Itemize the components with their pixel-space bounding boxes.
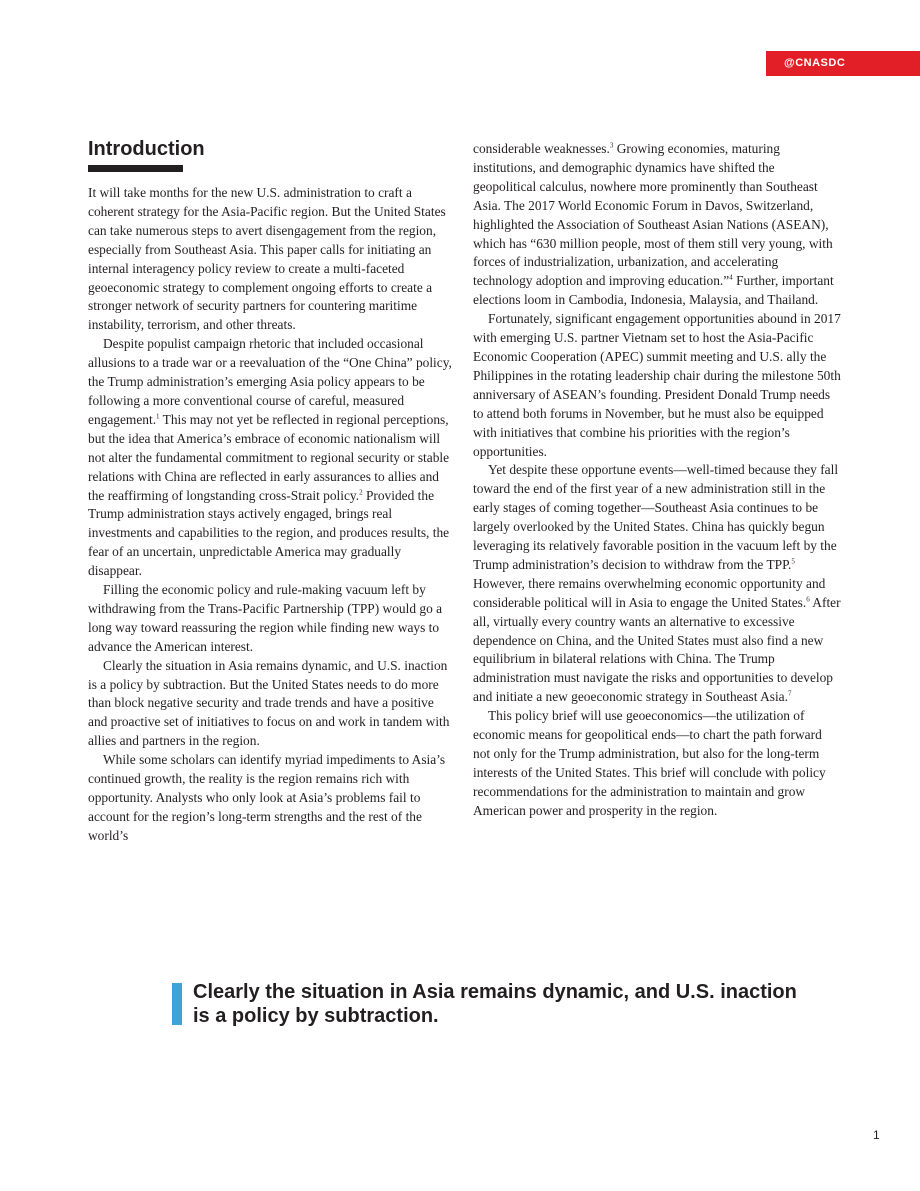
- text: Despite populist campaign rhetoric that included occasional allusions to a trade war or a reevaluation of the “One China” policy, the Trump administration’s emerging Asia policy appears to be following a more conventional course of careful, measured engagement.: [88, 336, 452, 427]
- paragraph: This policy brief will use geoeconomics—the utilization of economic means for geopolitical ends—to chart the path forward not only for the Trump administration, but also for the long-term interests of the United States. This brief will conclude with policy recommendations for the administration to maintain and grow American power and prosperity in the region.: [473, 708, 826, 818]
- pull-quote-bar: [172, 983, 182, 1025]
- text: After all, virtually every country wants an alternative to excessive dependence on China, and the United States must also find a new equilibrium in bilateral relations with China. The Trump administration must navigate the risks and opportunities to develop and initiate a new geoeconomic strategy in Southeast Asia.: [473, 594, 841, 705]
- footnote-ref[interactable]: 4: [729, 273, 733, 282]
- paragraph: It will take months for the new U.S. administration to craft a coherent strategy for the Asia-Pacific region. But the United States can take numerous steps to avert disengagement from the region, especially from Southeast Asia. This paper calls for initiating an internal interagency policy review to create a multi-faceted geoeconomic strategy to complement ongoing efforts to create a stronger network of security partners for countering maritime instability, terrorism, and other threats.: [88, 185, 446, 333]
- footnote-ref[interactable]: 2: [359, 488, 363, 497]
- text: Provided the Trump administration stays actively engaged, brings real investments and capabilities to the region, and produces results, the fear of an uncertain, unpredictable America may gradually disappear.: [88, 487, 450, 579]
- text: However, there remains overwhelming economic opportunity and considerable political will in Asia to engage the United States.: [473, 575, 826, 610]
- paragraph: Clearly the situation in Asia remains dynamic, and U.S. inaction is a policy by subtraction. But the United States needs to do more than block negative security and trade trends and have a positive and proactive set of initiatives to focus on and work in tandem with allies and partners in the region.: [88, 657, 450, 749]
- footnote-ref[interactable]: 3: [609, 141, 614, 150]
- footnote-ref[interactable]: 1: [156, 412, 160, 421]
- paragraph: [473, 461, 841, 707]
- right-column: [473, 140, 841, 821]
- text: Further, important elections loom in Cambodia, Indonesia, Malaysia, and Thailand.: [473, 273, 834, 308]
- text: Growing economies, maturing institutions, and demographic dynamics have shifted the geopolitical calculus, nowhere more prominently than Southeast Asia. The 2017 World Economic Forum in Davos, Switzerland, highlighted the Association of Southeast Asian Nations (ASEAN), which has “630 million people, most of them still very young, with forces of industrialization, urbanization, and accelerating technology adoption and improving education.”: [473, 141, 833, 289]
- left-column: [88, 139, 456, 846]
- paragraph: While some scholars can identify myriad impediments to Asia’s continued growth, the reality is the region remains rich with opportunity. Analysts who only look at Asia’s problems fail to account for the region’s long-term strengths and the rest of the world’s: [88, 752, 446, 843]
- pull-quote: [172, 980, 812, 1028]
- footnote-ref[interactable]: 6: [806, 595, 810, 604]
- paragraph: Filling the economic policy and rule-making vacuum left by withdrawing from the Trans-Pacific Partnership (TPP) would go a long way toward reassuring the region while finding new ways to advance the American interest.: [88, 582, 443, 654]
- paragraph: [473, 140, 841, 310]
- text: considerable weaknesses.: [473, 141, 610, 156]
- social-handle-tag: @CNASDC: [766, 51, 920, 76]
- footnote-ref[interactable]: 5: [791, 557, 795, 566]
- text: This may not yet be reflected in regional perceptions, but the idea that America’s embrace of economic nationalism will not alter the fundamental commitment to regional security or stable relations with China are reflected in early assurances to allies and the reaffirming of longstanding cross-Strait policy.: [88, 411, 450, 503]
- footnote-ref[interactable]: 7: [787, 689, 792, 698]
- paragraph: [88, 335, 456, 581]
- paragraph: Fortunately, significant engagement opportunities abound in 2017 with emerging U.S. partner Vietnam set to host the Asia-Pacific Economic Cooperation (APEC) summit meeting and U.S. ally the Philippines in the rotating leadership chair during the milestone 50th anniversary of ASEAN’s founding. President Donald Trump needs to attend both forums in November, but he must also be equipped with initiatives that combine his priorities with the region’s opportunities.: [473, 311, 841, 459]
- text: Yet despite these opportune events—well-timed because they fall toward the end of the first year of a new administration still in the early stages of coming together—Southeast Asia continues to be largely overlooked by the United States. China has quickly begun leveraging its relatively favorable position in the vacuum left by the Trump administration’s decision to withdraw from the TPP.: [473, 462, 839, 572]
- heading-underline: [88, 165, 183, 172]
- pull-quote-text: Clearly the situation in Asia remains dynamic, and U.S. inaction is a policy by subtraction.: [193, 981, 797, 1027]
- page-number: 1: [873, 1128, 880, 1142]
- section-heading: Introduction: [88, 138, 205, 160]
